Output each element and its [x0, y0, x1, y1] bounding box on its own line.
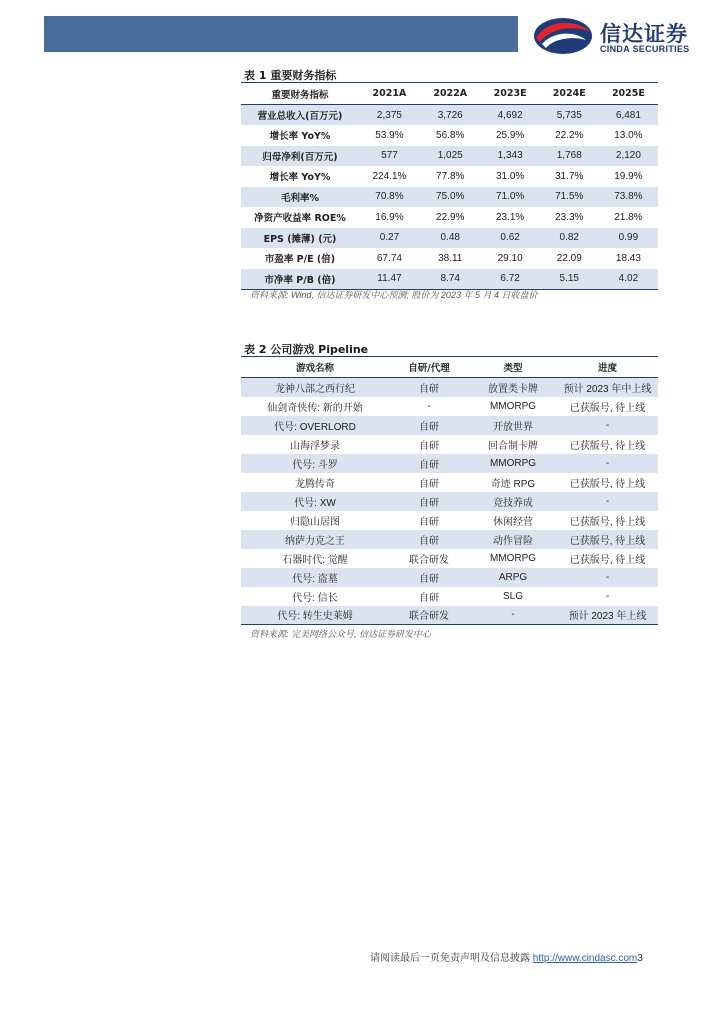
table-cell: 67.74	[376, 252, 402, 264]
table-cell: 31.0%	[495, 170, 525, 182]
table-cell: 577	[381, 150, 398, 162]
table-cell: 25.9%	[495, 129, 525, 141]
row-label-cell: 代号: 斗罗	[292, 459, 338, 471]
table-row	[241, 187, 658, 208]
table2-source-note: 资料来源: 完美网络公众号, 信达证券研发中心	[250, 629, 432, 639]
table-row	[241, 492, 658, 511]
row-label-cell: 归隐山居图	[290, 516, 340, 528]
table-cell: 6,481	[615, 109, 641, 121]
row-label-cell: 龙腾传奇	[295, 478, 335, 490]
table-cell: 奇迹 RPG	[490, 478, 536, 490]
table-cell: -	[511, 609, 515, 621]
table-cell: 13.0%	[614, 129, 643, 141]
row-label-cell: 代号: 盗墓	[292, 573, 338, 585]
row-label-cell: 市净率 P/B (倍)	[264, 274, 336, 286]
table-cell: 11.47	[377, 273, 402, 284]
row-label-cell: 山海浮梦录	[290, 440, 340, 452]
table-cell: 3,726	[437, 109, 463, 121]
table-row	[241, 378, 658, 397]
row-label-cell: 增长率 YoY%	[269, 131, 331, 143]
table-cell: 0.62	[500, 232, 520, 244]
game-pipeline-table	[241, 356, 658, 625]
table-cell: 已获版号, 待上线	[569, 440, 646, 452]
table-row	[241, 549, 658, 568]
column-header: 类型	[503, 363, 523, 374]
table-cell: MMORPG	[489, 400, 537, 412]
footer-disclaimer: 请阅读最后一页免责声明及信息披露	[370, 953, 533, 964]
table-cell: 224.1%	[372, 170, 407, 182]
table-cell: -	[605, 590, 610, 602]
table-cell: 预计 2023 年上线	[568, 611, 647, 623]
table-row	[241, 435, 658, 454]
table-cell: 75.0%	[436, 191, 465, 203]
table-row	[241, 166, 658, 187]
row-label-cell: 市盈率 P/E (倍)	[264, 254, 336, 266]
table-cell: 放置类卡牌	[488, 383, 538, 395]
table-row	[241, 207, 658, 228]
table-cell: 已获版号, 待上线	[569, 554, 646, 566]
table-row	[241, 511, 658, 530]
table-cell: 5,735	[556, 109, 582, 121]
row-label-cell: 仙剑奇侠传: 新的开始	[267, 402, 363, 414]
column-header: 自研/代理	[408, 363, 450, 374]
table-cell: 77.8%	[436, 170, 465, 182]
table-cell: 自研	[419, 478, 439, 490]
logo-text-en: CINDA SECURITIES	[600, 44, 690, 54]
table-cell: 70.8%	[375, 191, 404, 203]
table-cell: ARPG	[498, 571, 528, 583]
table-cell: 23.1%	[495, 211, 525, 223]
table-row	[241, 125, 658, 146]
table-cell: 31.7%	[555, 170, 584, 182]
column-header: 2022A	[433, 88, 468, 99]
column-header: 2023E	[493, 88, 527, 99]
table-row	[241, 416, 658, 435]
table-cell: 4.02	[618, 273, 639, 284]
table-cell: 5.15	[559, 273, 579, 284]
table-cell: 自研	[419, 459, 439, 471]
table-cell: 自研	[419, 421, 439, 433]
table-cell: 休闲经营	[493, 516, 533, 528]
table-row	[241, 397, 658, 416]
table-row	[241, 269, 658, 290]
table-cell: -	[605, 571, 610, 583]
table-cell: SLG	[502, 590, 523, 602]
table-cell: 竞技养成	[493, 497, 533, 509]
table-cell: 自研	[419, 497, 439, 509]
table-cell: 联合研发	[409, 611, 449, 623]
table-cell: 21.8%	[614, 211, 643, 223]
row-label-cell: 龙神八部之西行纪	[275, 383, 355, 395]
table-cell: 23.3%	[555, 211, 584, 223]
table-cell: 1,025	[437, 150, 463, 162]
table-cell: 已获版号, 待上线	[569, 516, 646, 528]
table-cell: 22.9%	[436, 211, 465, 223]
table-cell: 4,692	[497, 109, 523, 121]
table-cell: 2,375	[376, 109, 402, 121]
row-label-cell: EPS (摊薄) (元)	[263, 233, 337, 245]
table-cell: 22.09	[556, 252, 582, 264]
table-cell: 自研	[419, 573, 439, 585]
table-cell: 1,343	[497, 150, 523, 162]
table-cell: 自研	[419, 516, 439, 528]
column-header: 重要财务指标	[271, 89, 329, 101]
table-cell: 自研	[419, 592, 439, 604]
table-cell: -	[605, 457, 610, 469]
table-cell: 0.82	[559, 232, 579, 244]
table-cell: MMORPG	[489, 457, 537, 469]
row-label-cell: 代号: XW	[294, 497, 336, 509]
table-cell: 0.48	[440, 232, 460, 244]
table-row	[241, 530, 658, 549]
table-header-row	[241, 357, 658, 378]
table-cell: 0.27	[379, 232, 400, 244]
table-cell: 已获版号, 待上线	[569, 535, 646, 547]
table-cell: 53.9%	[375, 129, 404, 141]
table-cell: 自研	[419, 383, 439, 395]
table-cell: 38.11	[438, 252, 463, 264]
table-row	[241, 146, 658, 167]
table1-source-note: 资料来源: Wind, 信达证券研发中心预测; 股价为 2023 年 5 月 4 日收盘价	[250, 290, 538, 300]
table-cell: 73.8%	[614, 191, 643, 203]
table-row	[241, 248, 658, 269]
table-cell: 动作冒险	[493, 535, 533, 547]
header-bar	[44, 16, 518, 52]
table-row	[241, 454, 658, 473]
table-cell: 22.2%	[555, 129, 584, 141]
row-label-cell: 营业总收入(百万元)	[257, 111, 343, 122]
table-cell: 2,120	[615, 150, 641, 162]
row-label-cell: 代号: 信长	[292, 592, 338, 604]
column-header: 2025E	[611, 88, 645, 99]
table-row	[241, 105, 658, 126]
table-cell: 开放世界	[493, 421, 533, 433]
table-cell: 8.74	[440, 273, 460, 284]
table-cell: 联合研发	[409, 554, 449, 566]
table-cell: 18.43	[615, 252, 641, 264]
row-label-cell: 增长率 YoY%	[269, 172, 331, 184]
row-label-cell: 纳萨力克之王	[285, 535, 345, 547]
table-cell: 56.8%	[436, 129, 465, 141]
cinda-logo-icon	[532, 14, 594, 56]
column-header: 2021A	[372, 88, 407, 99]
table-header-row	[241, 83, 658, 105]
table-cell: 自研	[419, 535, 439, 547]
table-cell: 预计 2023 年中上线	[563, 383, 652, 395]
table-row	[241, 228, 658, 249]
logo-text-cn: 信达证券	[600, 22, 688, 46]
table-row	[241, 587, 658, 606]
table-row	[241, 473, 658, 492]
table-cell: 16.9%	[375, 211, 404, 223]
table-cell: 0.99	[618, 232, 639, 244]
table-cell: 回合制卡牌	[488, 440, 538, 452]
table-cell: 71.0%	[495, 191, 525, 203]
row-label-cell: 归母净利(百万元)	[262, 151, 338, 163]
column-header: 游戏名称	[295, 363, 334, 374]
table-cell: -	[605, 419, 610, 431]
table-cell: 6.72	[500, 273, 520, 284]
table1-title: 表 1 重要财务指标	[244, 69, 337, 82]
column-header: 2024E	[552, 88, 586, 99]
row-label-cell: 代号: 转生史莱姆	[277, 611, 353, 623]
table-cell: MMORPG	[489, 552, 537, 564]
column-header: 进度	[597, 363, 617, 374]
table-row	[241, 606, 658, 625]
table-cell: 71.5%	[555, 191, 584, 203]
website-link[interactable]: http://www.cindasc.com	[532, 953, 638, 964]
row-label-cell: 毛利率%	[280, 192, 320, 204]
row-label-cell: 石器时代: 觉醒	[282, 554, 348, 566]
table-cell: 19.9%	[614, 170, 643, 182]
page-number: 3	[637, 953, 643, 964]
table-row	[241, 568, 658, 587]
table-cell: 1,768	[556, 150, 582, 162]
table-cell: -	[427, 400, 431, 412]
footer	[370, 949, 643, 964]
row-label-cell: 代号: OVERLORD	[274, 421, 356, 433]
table-cell: 29.10	[497, 252, 523, 264]
table-cell: 自研	[419, 440, 439, 452]
row-label-cell: 净资产收益率 ROE%	[254, 213, 346, 225]
table-cell: 已获版号, 待上线	[569, 402, 646, 414]
table-cell: 已获版号, 待上线	[569, 478, 646, 490]
table2-title: 表 2 公司游戏 Pipeline	[244, 343, 369, 356]
financial-indicators-table	[241, 82, 658, 290]
company-logo	[530, 14, 710, 58]
table-cell: -	[605, 495, 610, 507]
